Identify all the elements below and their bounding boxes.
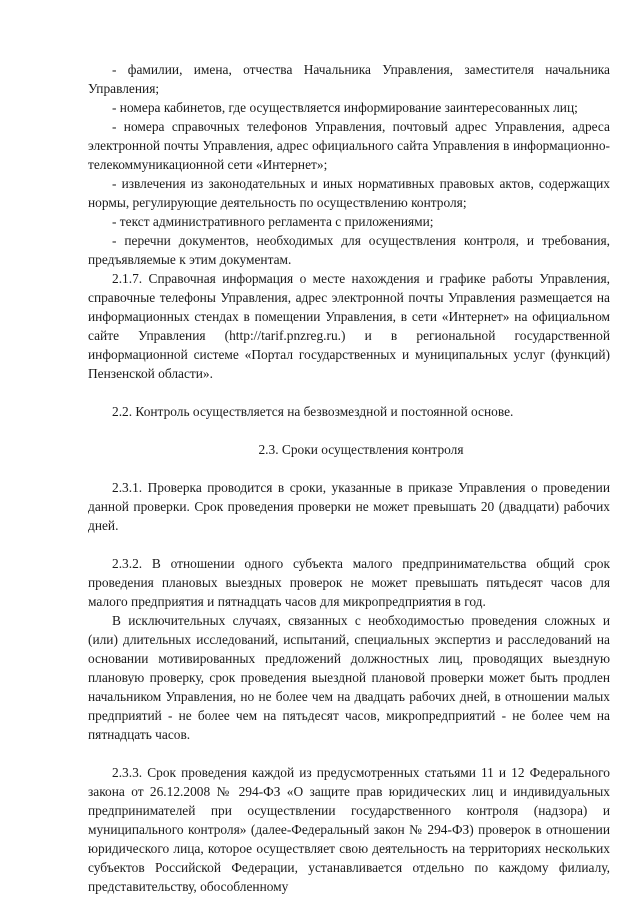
- paragraph-regulation-text: - текст административного регламента с приложениями;: [112, 214, 434, 229]
- spacer: [88, 744, 610, 763]
- paragraph-legal-extracts: - извлечения из законодательных и иных нормативных правовых актов, содержащих нормы, регулирующие деятельность по осуществлению контроля;: [88, 176, 610, 210]
- paragraph-2-2: 2.2. Контроль осуществляется на безвозмездной и постоянной основе.: [112, 404, 514, 419]
- paragraph-2-1-7: 2.1.7. Справочная информация о месте нахождения и графике работы Управления, справочные телефоны Управления, адрес электронной почты Управления размещается на информационных стендах в помещении Управления, в сети «Интернет» на официальном сайте Управления (http://tarif.pnzreg.ru.) и в региональной государственной информационной системе «Портал государственных и муниципальных услуг (функций) Пензенской области».: [88, 271, 610, 381]
- spacer: [88, 459, 610, 478]
- paragraph-2-3-3: 2.3.3. Срок проведения каждой из предусмотренных статьями 11 и 12 Федерального закона от 26.12.2008 № 294-ФЗ «О защите прав юридических лиц и индивидуальных предпринимателей при осуществлении государственного контроля (надзора) и муниципального контроля» (далее-Федеральный закон № 294-ФЗ) проверок в отношении юридического лица, которое осуществляет свою деятельность на территориях нескольких субъектов Российской Федерации, устанавливается отдельно по каждому филиалу, представительству, обособленному: [88, 765, 610, 894]
- paragraph-document-lists: - перечни документов, необходимых для осуществления контроля, и требования, предъявляемые к этим документам.: [88, 233, 610, 267]
- paragraph-names-list: - фамилии, имена, отчества Начальника Управления, заместителя начальника Управления;: [88, 62, 610, 96]
- paragraph-office-numbers: - номера кабинетов, где осуществляется информирование заинтересованных лиц;: [112, 100, 578, 115]
- paragraph-exceptional-cases: В исключительных случаях, связанных с необходимостью проведения сложных и (или) длительных исследований, испытаний, специальных экспертиз и расследований на основании мотивированных предложений должностных лиц, проводящих выездную плановую проверку, срок проведения выездной плановой проверки может быть продлен начальником Управления, но не более чем на двадцать рабочих дней, в отношении малых предприятий - не более чем на пятьдесят часов, микропредприятий - не более чем на пятнадцать часов.: [88, 613, 610, 742]
- paragraph-contacts: - номера справочных телефонов Управления, почтовый адрес Управления, адреса электронной почты Управления, адрес официального сайта Управления в информационно-телекоммуникационной сети «Интернет»;: [88, 119, 610, 172]
- section-heading-2-3: 2.3. Сроки осуществления контроля: [258, 442, 464, 457]
- paragraph-2-3-2: 2.3.2. В отношении одного субъекта малого предпринимательства общий срок проведения плановых выездных проверок не может превышать пятьдесят часов для малого предприятия и пятнадцать часов для микропредприятия в год.: [88, 556, 610, 609]
- spacer: [88, 421, 610, 440]
- spacer: [88, 535, 610, 554]
- paragraph-2-3-1: 2.3.1. Проверка проводится в сроки, указанные в приказе Управления о проведении данной проверки. Срок проведения проверки не может превышать 20 (двадцати) рабочих дней.: [88, 480, 610, 533]
- spacer: [88, 383, 610, 402]
- document-page: [88, 60, 610, 896]
